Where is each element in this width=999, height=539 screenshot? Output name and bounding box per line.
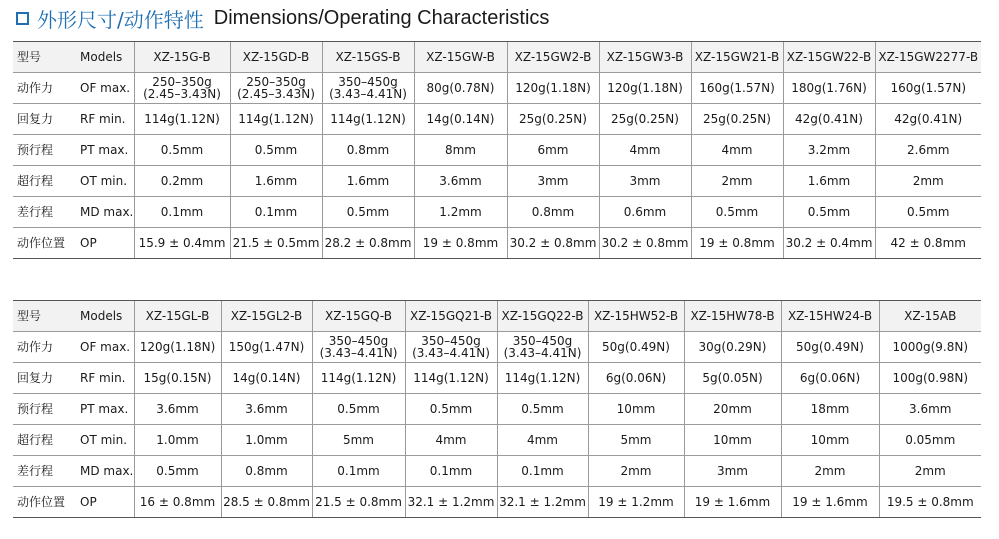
value-cell: 10mm <box>684 425 781 456</box>
value-cell: 5mm <box>312 425 405 456</box>
title-chinese: 外形尺寸/动作特性 <box>37 8 204 32</box>
value-cell: 0.8mm <box>221 456 312 487</box>
value-cell: 4mm <box>691 135 783 166</box>
table-header-row <box>13 301 981 332</box>
spec-table-2 <box>13 300 981 518</box>
value-cell: 0.5mm <box>405 394 497 425</box>
value-cell: 28.2 ± 0.8mm <box>322 228 414 259</box>
row-abbr: RF min. <box>76 104 134 135</box>
value-cell: 30g(0.29N) <box>684 332 781 363</box>
value-cell: 4mm <box>599 135 691 166</box>
row-abbr: OF max. <box>76 332 134 363</box>
value-cell: 114g(1.12N) <box>312 363 405 394</box>
value-cell: 160g(1.57N) <box>691 73 783 104</box>
value-cell: 160g(1.57N) <box>875 73 981 104</box>
row-label: 差行程 <box>13 456 76 487</box>
value-cell: 30.2 ± 0.4mm <box>783 228 875 259</box>
value-cell: 114g(1.12N) <box>405 363 497 394</box>
value-cell: 1.2mm <box>414 197 507 228</box>
value-cell: 25g(0.25N) <box>507 104 599 135</box>
value-cell: 0.5mm <box>134 135 230 166</box>
value-cell: 1.6mm <box>783 166 875 197</box>
value-cell: 0.2mm <box>134 166 230 197</box>
value-cell: 25g(0.25N) <box>691 104 783 135</box>
value-cell: 0.5mm <box>322 197 414 228</box>
value-cell: 120g(1.18N) <box>134 332 221 363</box>
row-abbr: OF max. <box>76 73 134 104</box>
value-cell: 15.9 ± 0.4mm <box>134 228 230 259</box>
value-cell: 3.6mm <box>221 394 312 425</box>
value-cell: 3.6mm <box>879 394 981 425</box>
value-cell: 20mm <box>684 394 781 425</box>
value-cell: 3mm <box>507 166 599 197</box>
model-header-cell: XZ-15GQ21-B <box>405 301 497 332</box>
row-label: 动作位置 <box>13 487 76 518</box>
model-header-cell: XZ-15HW78-B <box>684 301 781 332</box>
section-title <box>16 4 549 33</box>
model-header-cell: XZ-15GQ-B <box>312 301 405 332</box>
row-label: 型号 <box>13 301 76 332</box>
value-cell: 8mm <box>414 135 507 166</box>
value-cell: 5mm <box>588 425 684 456</box>
row-label: 差行程 <box>13 197 76 228</box>
row-abbr: RF min. <box>76 363 134 394</box>
model-header-cell: XZ-15GW3-B <box>599 42 691 73</box>
value-cell: 0.1mm <box>405 456 497 487</box>
model-header-cell: XZ-15HW52-B <box>588 301 684 332</box>
value-cell: 19 ± 0.8mm <box>691 228 783 259</box>
row-abbr: OT min. <box>76 166 134 197</box>
value-cell: 19 ± 1.6mm <box>684 487 781 518</box>
value-cell: 0.5mm <box>875 197 981 228</box>
value-cell: 120g(1.18N) <box>507 73 599 104</box>
row-abbr: Models <box>76 301 134 332</box>
table-row <box>13 135 981 166</box>
value-cell: 6g(0.06N) <box>588 363 684 394</box>
value-cell: 0.8mm <box>322 135 414 166</box>
value-cell: 0.1mm <box>134 197 230 228</box>
value-cell: 10mm <box>588 394 684 425</box>
value-cell: 16 ± 0.8mm <box>134 487 221 518</box>
value-cell: 1.6mm <box>322 166 414 197</box>
value-cell: 350–450g (3.43–4.41N) <box>312 332 405 363</box>
model-header-cell: XZ-15HW24-B <box>781 301 879 332</box>
row-label: 动作力 <box>13 73 76 104</box>
value-cell: 14g(0.14N) <box>414 104 507 135</box>
value-cell: 3mm <box>684 456 781 487</box>
value-cell: 0.05mm <box>879 425 981 456</box>
model-header-cell: XZ-15GW2-B <box>507 42 599 73</box>
value-cell: 114g(1.12N) <box>497 363 588 394</box>
value-cell: 30.2 ± 0.8mm <box>507 228 599 259</box>
table-row <box>13 73 981 104</box>
value-cell: 120g(1.18N) <box>599 73 691 104</box>
value-cell: 114g(1.12N) <box>322 104 414 135</box>
model-header-cell: XZ-15GW2277-B <box>875 42 981 73</box>
value-cell: 350–450g (3.43–4.41N) <box>405 332 497 363</box>
value-cell: 50g(0.49N) <box>588 332 684 363</box>
model-header-cell: XZ-15G-B <box>134 42 230 73</box>
value-cell: 15g(0.15N) <box>134 363 221 394</box>
value-cell: 32.1 ± 1.2mm <box>405 487 497 518</box>
value-cell: 21.5 ± 0.5mm <box>230 228 322 259</box>
value-cell: 80g(0.78N) <box>414 73 507 104</box>
value-cell: 0.5mm <box>691 197 783 228</box>
model-header-cell: XZ-15GW22-B <box>783 42 875 73</box>
model-header-cell: XZ-15AB <box>879 301 981 332</box>
value-cell: 6g(0.06N) <box>781 363 879 394</box>
value-cell: 3.6mm <box>414 166 507 197</box>
value-cell: 4mm <box>405 425 497 456</box>
row-abbr: PT max. <box>76 135 134 166</box>
table-row <box>13 197 981 228</box>
table-row <box>13 425 981 456</box>
value-cell: 14g(0.14N) <box>221 363 312 394</box>
table-row <box>13 104 981 135</box>
value-cell: 0.5mm <box>497 394 588 425</box>
model-header-cell: XZ-15GW-B <box>414 42 507 73</box>
value-cell: 32.1 ± 1.2mm <box>497 487 588 518</box>
spec-table-1 <box>13 41 981 259</box>
value-cell: 0.1mm <box>312 456 405 487</box>
row-label: 预行程 <box>13 394 76 425</box>
value-cell: 2.6mm <box>875 135 981 166</box>
model-header-cell: XZ-15GL2-B <box>221 301 312 332</box>
value-cell: 180g(1.76N) <box>783 73 875 104</box>
row-abbr: OP <box>76 228 134 259</box>
model-header-cell: XZ-15GW21-B <box>691 42 783 73</box>
value-cell: 42 ± 0.8mm <box>875 228 981 259</box>
value-cell: 19 ± 0.8mm <box>414 228 507 259</box>
value-cell: 50g(0.49N) <box>781 332 879 363</box>
value-cell: 42g(0.41N) <box>783 104 875 135</box>
value-cell: 19.5 ± 0.8mm <box>879 487 981 518</box>
row-label: 超行程 <box>13 166 76 197</box>
table-header-row <box>13 42 981 73</box>
value-cell: 0.5mm <box>783 197 875 228</box>
title-english: Dimensions/Operating Characteristics <box>213 7 550 29</box>
value-cell: 2mm <box>879 456 981 487</box>
row-label: 回复力 <box>13 104 76 135</box>
value-cell: 350–450g (3.43–4.41N) <box>322 73 414 104</box>
value-cell: 2mm <box>691 166 783 197</box>
value-cell: 5g(0.05N) <box>684 363 781 394</box>
checkbox-square-icon <box>16 12 29 25</box>
value-cell: 2mm <box>588 456 684 487</box>
value-cell: 350–450g (3.43–4.41N) <box>497 332 588 363</box>
value-cell: 1000g(9.8N) <box>879 332 981 363</box>
value-cell: 1.0mm <box>221 425 312 456</box>
value-cell: 4mm <box>497 425 588 456</box>
row-label: 型号 <box>13 42 76 73</box>
table-row <box>13 456 981 487</box>
table-row <box>13 363 981 394</box>
table-row <box>13 394 981 425</box>
value-cell: 0.6mm <box>599 197 691 228</box>
value-cell: 150g(1.47N) <box>221 332 312 363</box>
value-cell: 3.2mm <box>783 135 875 166</box>
value-cell: 114g(1.12N) <box>134 104 230 135</box>
row-abbr: OP <box>76 487 134 518</box>
value-cell: 10mm <box>781 425 879 456</box>
value-cell: 18mm <box>781 394 879 425</box>
value-cell: 25g(0.25N) <box>599 104 691 135</box>
value-cell: 0.5mm <box>312 394 405 425</box>
value-cell: 42g(0.41N) <box>875 104 981 135</box>
model-header-cell: XZ-15GD-B <box>230 42 322 73</box>
table-row <box>13 166 981 197</box>
value-cell: 0.1mm <box>230 197 322 228</box>
table-row <box>13 487 981 518</box>
value-cell: 100g(0.98N) <box>879 363 981 394</box>
row-abbr: Models <box>76 42 134 73</box>
model-header-cell: XZ-15GQ22-B <box>497 301 588 332</box>
model-header-cell: XZ-15GS-B <box>322 42 414 73</box>
value-cell: 0.5mm <box>134 456 221 487</box>
row-label: 动作力 <box>13 332 76 363</box>
value-cell: 250–350g (2.45–3.43N) <box>134 73 230 104</box>
value-cell: 2mm <box>781 456 879 487</box>
value-cell: 0.1mm <box>497 456 588 487</box>
row-abbr: OT min. <box>76 425 134 456</box>
row-abbr: PT max. <box>76 394 134 425</box>
value-cell: 1.0mm <box>134 425 221 456</box>
value-cell: 6mm <box>507 135 599 166</box>
row-label: 预行程 <box>13 135 76 166</box>
model-header-cell: XZ-15GL-B <box>134 301 221 332</box>
value-cell: 250–350g (2.45–3.43N) <box>230 73 322 104</box>
table-row <box>13 332 981 363</box>
value-cell: 0.8mm <box>507 197 599 228</box>
value-cell: 28.5 ± 0.8mm <box>221 487 312 518</box>
value-cell: 19 ± 1.6mm <box>781 487 879 518</box>
value-cell: 1.6mm <box>230 166 322 197</box>
row-abbr: MD max. <box>76 456 134 487</box>
value-cell: 2mm <box>875 166 981 197</box>
row-abbr: MD max. <box>76 197 134 228</box>
row-label: 超行程 <box>13 425 76 456</box>
value-cell: 114g(1.12N) <box>230 104 322 135</box>
value-cell: 0.5mm <box>230 135 322 166</box>
row-label: 动作位置 <box>13 228 76 259</box>
value-cell: 30.2 ± 0.8mm <box>599 228 691 259</box>
value-cell: 3.6mm <box>134 394 221 425</box>
value-cell: 19 ± 1.2mm <box>588 487 684 518</box>
row-label: 回复力 <box>13 363 76 394</box>
value-cell: 21.5 ± 0.8mm <box>312 487 405 518</box>
value-cell: 3mm <box>599 166 691 197</box>
table-row <box>13 228 981 259</box>
